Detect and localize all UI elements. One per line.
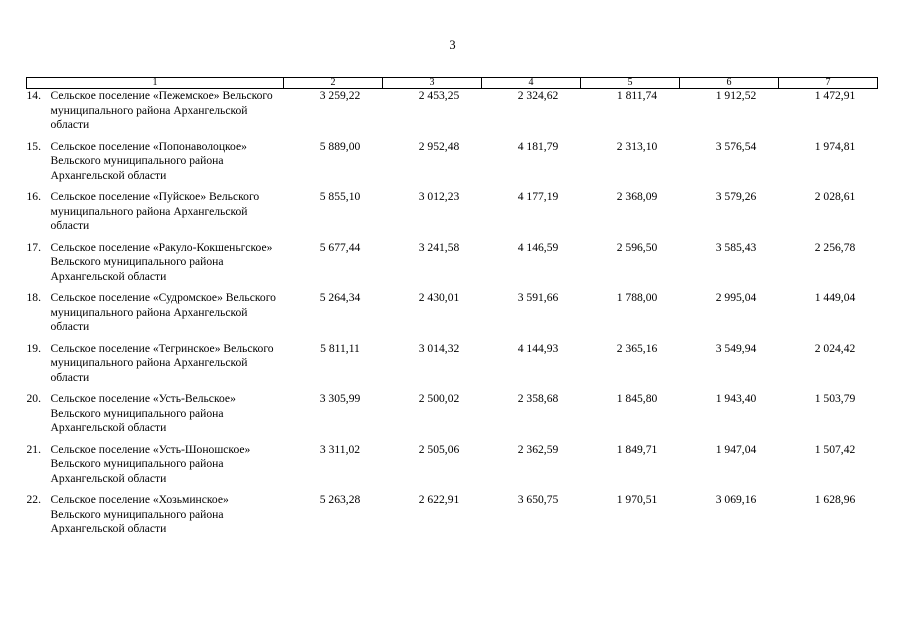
value-cell-col-7: 1 507,42 bbox=[814, 442, 856, 456]
value-cell-col-6: 3 069,16 bbox=[715, 493, 757, 506]
settlement-name: Сельское поселение «Тегринское» Вельского муниципального района Архангельской области bbox=[50, 341, 274, 384]
value-cell-col-3: 2 622,91 bbox=[418, 493, 460, 506]
table-row bbox=[27, 392, 878, 443]
value-cell-col-2: 5 811,11 bbox=[320, 341, 360, 355]
value-cell-col-5: 1 788,00 bbox=[616, 291, 658, 304]
value-cell-col-3: 2 453,25 bbox=[418, 89, 460, 102]
settlement-name-wrapper bbox=[27, 493, 284, 537]
value-cell-col-5: 1 849,71 bbox=[616, 442, 658, 456]
value-cell-col-4: 3 591,66 bbox=[517, 291, 559, 304]
value-cell-col-5: 2 368,09 bbox=[616, 190, 658, 203]
table-row bbox=[27, 291, 878, 342]
table-row bbox=[27, 140, 878, 191]
value-cell-col-2: 5 855,10 bbox=[319, 190, 361, 203]
value-cell-col-7: 2 256,78 bbox=[814, 240, 856, 254]
value-cell-col-3: 3 241,58 bbox=[418, 240, 460, 254]
value-cell-col-7: 1 449,04 bbox=[814, 291, 856, 304]
settlement-name: Сельское поселение «Ракуло-Кокшеньгское» Вельского муниципального района Архангельской области bbox=[50, 240, 273, 283]
row-number: 17. bbox=[26, 240, 41, 254]
value-cell-col-3: 3 012,23 bbox=[418, 190, 460, 203]
table-row bbox=[27, 443, 878, 494]
value-cell-col-5: 1 811,74 bbox=[616, 89, 658, 102]
table-row bbox=[27, 342, 878, 393]
column-header-7: 7 bbox=[779, 78, 878, 89]
row-number: 21. bbox=[26, 442, 41, 456]
settlement-cell bbox=[27, 89, 284, 140]
value-cell-col-6: 3 579,26 bbox=[715, 190, 757, 203]
value-cell-col-4: 3 650,75 bbox=[517, 493, 559, 506]
settlement-cell bbox=[27, 493, 284, 544]
header-row bbox=[27, 78, 878, 89]
value-cell-col-3: 3 014,32 bbox=[418, 341, 460, 355]
value-cell-col-3: 2 500,02 bbox=[418, 392, 460, 405]
value-cell-col-6: 1 947,04 bbox=[715, 442, 757, 456]
settlement-name-wrapper bbox=[27, 140, 284, 184]
page-number: 3 bbox=[449, 38, 456, 52]
row-number: 22. bbox=[26, 493, 41, 506]
value-cell-col-6: 1 943,40 bbox=[715, 392, 757, 405]
settlement-name-wrapper bbox=[27, 241, 284, 285]
value-cell-col-7: 2 028,61 bbox=[814, 190, 856, 203]
value-cell-col-7: 1 503,79 bbox=[814, 392, 856, 405]
settlement-cell bbox=[27, 443, 284, 494]
settlement-cell bbox=[27, 241, 284, 292]
value-cell-col-5: 2 596,50 bbox=[616, 240, 658, 254]
column-header-1: 1 bbox=[27, 78, 284, 89]
value-cell-col-4: 2 324,62 bbox=[517, 89, 559, 102]
value-cell-col-4: 2 362,59 bbox=[517, 442, 559, 456]
value-cell-col-5: 1 970,51 bbox=[616, 493, 658, 506]
settlement-name: Сельское поселение «Попонаволоцкое» Вельского муниципального района Архангельской области bbox=[50, 139, 247, 182]
value-cell-col-6: 1 912,52 bbox=[715, 89, 757, 102]
table-body bbox=[27, 89, 878, 544]
value-cell-col-5: 1 845,80 bbox=[616, 392, 658, 405]
value-cell-col-3: 2 505,06 bbox=[418, 442, 460, 456]
value-cell-col-7: 1 974,81 bbox=[814, 139, 856, 153]
value-cell-col-4: 2 358,68 bbox=[517, 392, 559, 405]
value-cell-col-5: 2 313,10 bbox=[616, 139, 658, 153]
settlement-name-wrapper bbox=[27, 392, 284, 436]
settlement-cell bbox=[27, 140, 284, 191]
settlement-name-wrapper bbox=[27, 443, 284, 487]
value-cell-col-3: 2 952,48 bbox=[418, 139, 460, 153]
value-cell-col-6: 3 585,43 bbox=[715, 240, 757, 254]
column-header-6: 6 bbox=[680, 78, 779, 89]
row-number: 19. bbox=[26, 341, 41, 355]
value-cell-col-2: 5 889,00 bbox=[319, 139, 361, 153]
value-cell-col-5: 2 365,16 bbox=[616, 341, 658, 355]
column-header-3: 3 bbox=[383, 78, 482, 89]
value-cell-col-7: 1 628,96 bbox=[814, 493, 856, 506]
column-header-2: 2 bbox=[284, 78, 383, 89]
column-header-4: 4 bbox=[482, 78, 581, 89]
value-cell-col-2: 3 259,22 bbox=[319, 89, 361, 102]
value-cell-col-2: 3 305,99 bbox=[319, 392, 361, 405]
settlement-name-wrapper bbox=[27, 342, 284, 386]
value-cell-col-6: 3 549,94 bbox=[715, 341, 757, 355]
settlement-cell bbox=[27, 342, 284, 393]
value-cell-col-2: 5 263,28 bbox=[319, 493, 361, 506]
row-number: 18. bbox=[26, 291, 41, 304]
value-cell-col-6: 3 576,54 bbox=[715, 139, 757, 153]
settlement-cell bbox=[27, 190, 284, 241]
value-cell-col-2: 3 311,02 bbox=[319, 442, 361, 456]
settlement-name-wrapper bbox=[27, 89, 284, 133]
value-cell-col-4: 4 181,79 bbox=[517, 139, 559, 153]
table-row bbox=[27, 190, 878, 241]
value-cell-col-4: 4 177,19 bbox=[517, 190, 559, 203]
value-cell-col-3: 2 430,01 bbox=[418, 291, 460, 304]
data-table bbox=[26, 77, 878, 544]
row-number: 15. bbox=[26, 139, 41, 153]
settlement-name-wrapper bbox=[27, 190, 284, 234]
row-number: 20. bbox=[26, 392, 41, 405]
value-cell-col-6: 2 995,04 bbox=[715, 291, 757, 304]
settlement-name: Сельское поселение «Усть-Вельское» Вельского муниципального района Архангельской области bbox=[50, 392, 236, 434]
value-cell-col-7: 1 472,91 bbox=[814, 89, 856, 102]
settlement-name: Сельское поселение «Пуйское» Вельского муниципального района Архангельской области bbox=[50, 190, 260, 232]
settlement-cell bbox=[27, 392, 284, 443]
table-row bbox=[27, 89, 878, 140]
value-cell-col-4: 4 146,59 bbox=[517, 240, 559, 254]
settlement-name-wrapper bbox=[27, 291, 284, 335]
settlement-name: Сельское поселение «Судромское» Вельского муниципального района Архангельской области bbox=[50, 291, 276, 333]
table-row bbox=[27, 241, 878, 292]
value-cell-col-2: 5 677,44 bbox=[319, 240, 361, 254]
row-number: 16. bbox=[26, 190, 41, 203]
table-header bbox=[27, 78, 878, 89]
row-number: 14. bbox=[26, 89, 41, 102]
settlement-name: Сельское поселение «Хозьминское» Вельского муниципального района Архангельской области bbox=[50, 493, 229, 535]
column-header-5: 5 bbox=[581, 78, 680, 89]
value-cell-col-7: 2 024,42 bbox=[814, 341, 856, 355]
value-cell-col-4: 4 144,93 bbox=[517, 341, 559, 355]
value-cell-col-2: 5 264,34 bbox=[319, 291, 361, 304]
table-row bbox=[27, 493, 878, 544]
settlement-cell bbox=[27, 291, 284, 342]
settlement-name: Сельское поселение «Усть-Шоношское» Вельского муниципального района Архангельской области bbox=[50, 442, 251, 485]
settlement-name: Сельское поселение «Пежемское» Вельского муниципального района Архангельской области bbox=[50, 89, 273, 131]
